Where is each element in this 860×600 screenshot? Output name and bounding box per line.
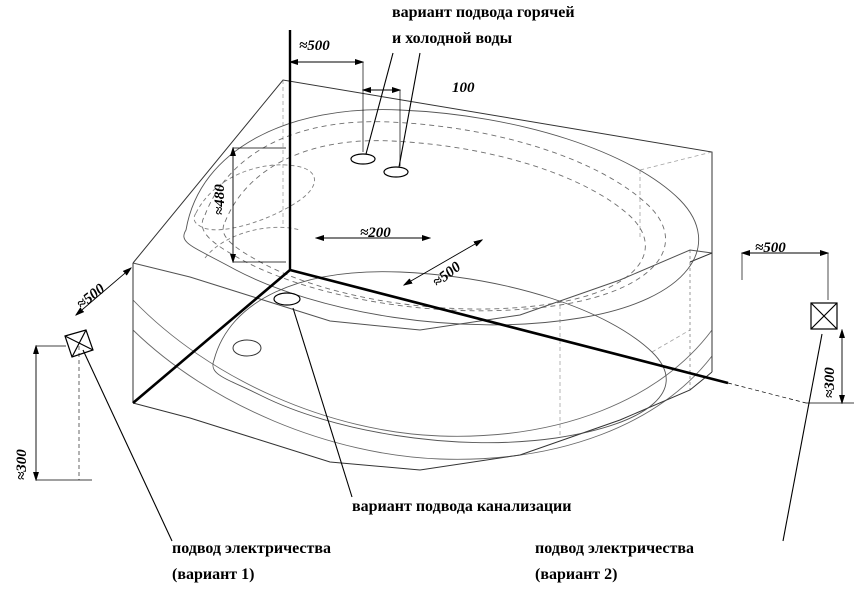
label-electric-1-line2: (вариант 1) bbox=[172, 566, 255, 583]
dim-right-500 bbox=[742, 253, 828, 300]
label-sewer-supply: вариант подвода канализации bbox=[352, 498, 572, 515]
tub-hidden-edges bbox=[283, 80, 712, 438]
axis-left bbox=[133, 270, 290, 403]
dim-label-top-100: 100 bbox=[452, 80, 475, 96]
tub-front-apron bbox=[133, 300, 712, 459]
dim-left-300 bbox=[36, 346, 92, 480]
drain-hole bbox=[233, 340, 261, 356]
label-water-supply-line1: вариант подвода горячей bbox=[392, 4, 575, 21]
dim-label-left-500: ≈500 bbox=[74, 281, 109, 313]
dim-label-top-500: ≈500 bbox=[299, 38, 330, 54]
dim-label-right-500: ≈500 bbox=[755, 240, 786, 256]
dim-top-500 bbox=[290, 62, 363, 152]
dim-label-right-300: ≈300 bbox=[822, 367, 838, 398]
sewer-point bbox=[274, 293, 300, 305]
electric-2-leader bbox=[783, 334, 822, 541]
label-electric-1-line1: подвод электричества bbox=[172, 540, 332, 557]
dim-label-480: ≈480 bbox=[212, 184, 228, 215]
label-electric-2-line2: (вариант 2) bbox=[535, 566, 618, 583]
dim-label-diagonal-500: ≈500 bbox=[430, 259, 465, 291]
electric-1-leader bbox=[83, 350, 172, 541]
electric-symbol-2 bbox=[811, 303, 837, 329]
tub-outer-box bbox=[133, 80, 712, 470]
dim-label-200: ≈200 bbox=[360, 225, 391, 241]
sewer-leader bbox=[293, 308, 352, 497]
label-water-supply-line2: и холодной воды bbox=[392, 30, 513, 47]
dim-label-left-300: ≈300 bbox=[14, 449, 30, 480]
electric-symbol-1 bbox=[65, 330, 93, 357]
label-electric-2-line1: подвод электричества bbox=[535, 540, 695, 557]
